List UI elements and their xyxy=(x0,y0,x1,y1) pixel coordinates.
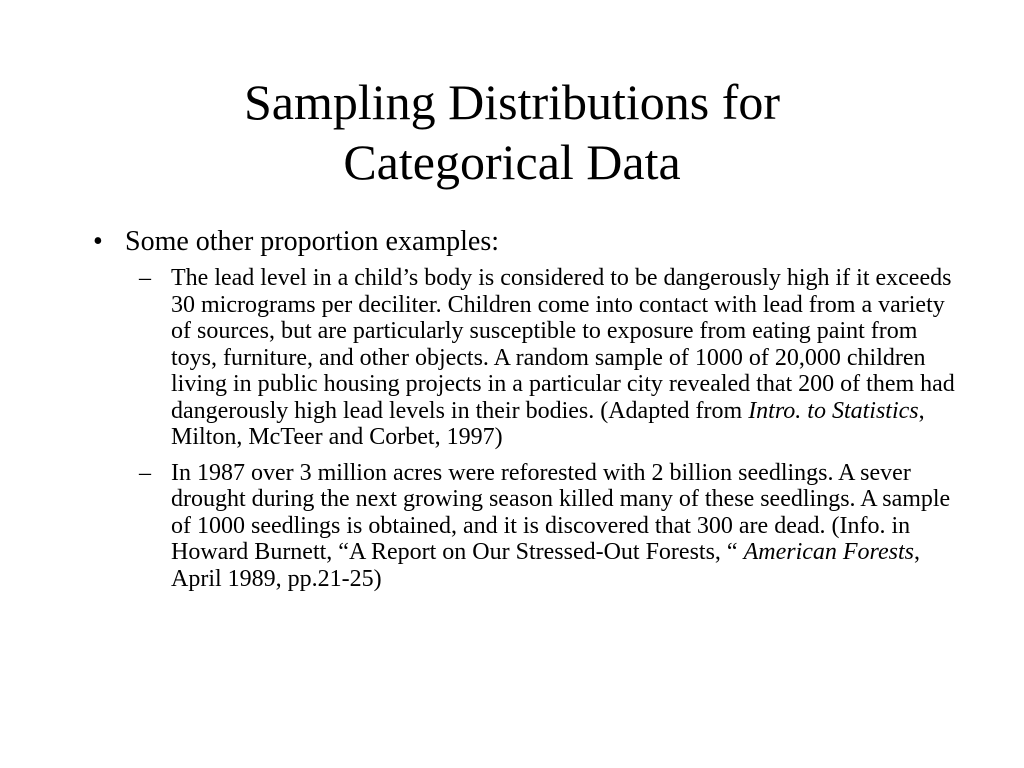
sub-bullet-text-part2: , Milton, McTeer and Corbet, 1997) xyxy=(171,397,925,450)
sub-bullet-text-part1: In 1987 over 3 million acres were reforested with 2 billion seedlings. A sever drought during the next growing season killed many of these seedlings. A sample of 1000 seedlings is obtained, and it is discovered that 300 are dead. (Info. in Howard Burnett, “A Report on Our Stressed-Out Forests, “ xyxy=(171,459,951,565)
bullet-text: Some other proportion examples: xyxy=(125,226,500,257)
bullet-marker: • xyxy=(93,226,103,257)
sub-bullet-lead-levels xyxy=(93,265,963,451)
sub-bullet-text xyxy=(171,265,955,450)
dash-marker: – xyxy=(139,265,151,291)
sub-bullet-text xyxy=(171,460,950,592)
sub-bullet-seedlings xyxy=(93,460,963,593)
sub-bullet-list xyxy=(93,265,963,592)
slide-title xyxy=(0,72,1024,192)
slide-content xyxy=(93,224,963,601)
sub-bullet-source-title: American Forests xyxy=(743,539,914,565)
bullet-item xyxy=(93,224,963,260)
sub-bullet-text-part2: , April 1989, pp.21-25) xyxy=(171,539,920,592)
dash-marker: – xyxy=(139,459,151,486)
sub-bullet-text-part1: The lead level in a child’s body is considered to be dangerously high if it exceeds 30 micrograms per deciliter. Children come into contact with lead from a variety of sources, but are particularly susceptible to exposure from eating paint from toys, furniture, and other objects. A random sample of 1000 of 20,000 children living in public housing projects in a particular city revealed that 200 of them had dangerously high lead levels in their bodies. (Adapted from xyxy=(171,265,955,424)
slide-title-line-2: Categorical Data xyxy=(343,134,681,190)
slide-title-line-1: Sampling Distributions for xyxy=(243,74,781,130)
sub-bullet-source-title: Intro. to Statistics xyxy=(748,397,919,424)
